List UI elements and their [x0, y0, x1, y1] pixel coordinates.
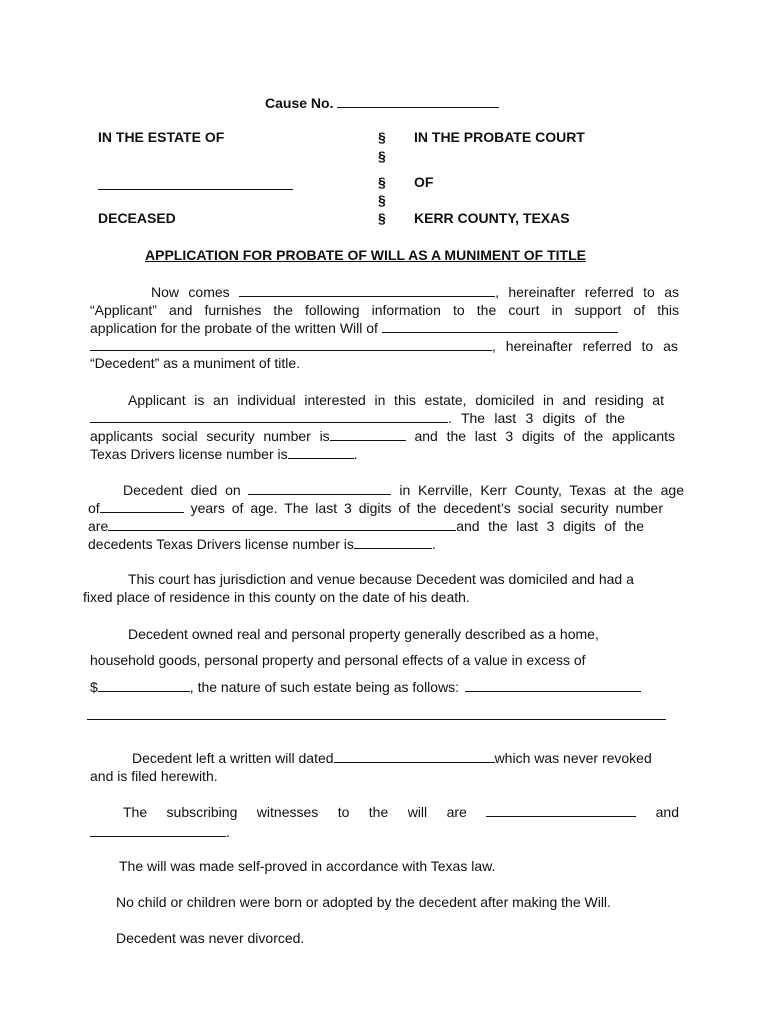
estate-nature-field-cont[interactable]	[87, 719, 666, 720]
section-mark: §	[378, 148, 386, 164]
witness-2-field[interactable]	[90, 824, 226, 837]
p2-line4: Texas Drivers license number is .	[90, 446, 358, 462]
p2-line1: Applicant is an individual interested in this estate, domiciled in and residing at	[128, 392, 664, 408]
decedent-ssn-field[interactable]	[108, 518, 456, 531]
p9-no-children: No child or children were born or adopted by the decedent after making the Will.	[116, 894, 611, 910]
p8-self-proved: The will was made self-proved in accordance with Texas law.	[119, 858, 496, 874]
document-title: APPLICATION FOR PROBATE OF WILL AS A MUNIMENT OF TITLE	[145, 247, 586, 263]
applicant-ssn-field[interactable]	[330, 428, 406, 441]
p1-line5: “Decedent” as a muniment of title.	[90, 355, 301, 371]
p3-line4: decedents Texas Drivers license number is .	[88, 536, 436, 552]
p10-never-divorced: Decedent was never divorced.	[116, 930, 305, 946]
p3-line1: Decedent died on in Kerrville, Kerr County, Texas at the age	[123, 482, 684, 498]
p4-line1: This court has jurisdiction and venue because Decedent was domiciled and had a	[128, 571, 634, 587]
decedent-age-field[interactable]	[100, 500, 184, 513]
p5-line1: Decedent owned real and personal property generally described as a home,	[128, 626, 599, 642]
date-of-death-field[interactable]	[248, 482, 391, 495]
decedent-name-field-cont[interactable]	[90, 338, 492, 351]
section-mark: §	[378, 174, 386, 190]
section-mark: §	[378, 129, 386, 145]
p6-line1: Decedent left a written will dated which was never revoked	[132, 750, 652, 766]
p1-line1: Now comes , hereinafter referred to as	[151, 284, 679, 300]
decedent-license-field[interactable]	[354, 536, 432, 549]
applicant-address-field[interactable]	[90, 410, 448, 423]
witness-1-field[interactable]	[486, 804, 636, 817]
p2-line2: . The last 3 digits of the	[90, 410, 625, 426]
estate-nature-field[interactable]	[465, 679, 641, 692]
estate-name-field[interactable]	[98, 189, 293, 190]
p3-line3: are and the last 3 digits of the	[88, 518, 644, 534]
deceased-label: DECEASED	[98, 210, 176, 226]
applicant-license-field[interactable]	[288, 446, 354, 459]
cause-no-field[interactable]	[337, 95, 499, 108]
section-mark: §	[378, 210, 386, 226]
probate-court-label: IN THE PROBATE COURT	[414, 129, 585, 145]
decedent-name-field[interactable]	[382, 320, 618, 333]
section-mark: §	[378, 192, 386, 208]
cause-no	[265, 95, 499, 111]
county-label: KERR COUNTY, TEXAS	[414, 210, 570, 226]
will-date-field[interactable]	[334, 750, 495, 763]
p7-line2: .	[90, 824, 230, 840]
p4-line2: fixed place of residence in this county on the date of his death.	[83, 589, 470, 605]
p2-line3: applicants social security number is and the last 3 digits of the applicants	[90, 428, 676, 444]
of-label: OF	[414, 174, 434, 190]
p6-line2: and is filed herewith.	[90, 768, 218, 784]
p3-line2: of years of age. The last 3 digits of the decedent’s social security number	[88, 500, 663, 516]
estate-value-field[interactable]	[98, 679, 190, 692]
p1-line4: , hereinafter referred to as	[90, 338, 678, 354]
p5-line2: household goods, personal property and personal effects of a value in excess of	[90, 652, 586, 668]
p1-line3: application for the probate of the written Will of	[90, 320, 618, 336]
applicant-name-field[interactable]	[239, 284, 495, 297]
p5-line3: $ , the nature of such estate being as follows:	[90, 679, 641, 695]
p7-line1: The subscribing witnesses to the will are and	[123, 804, 679, 820]
cause-no-label: Cause No.	[265, 95, 334, 111]
estate-of-label: IN THE ESTATE OF	[98, 129, 225, 145]
p1-line2: “Applicant” and furnishes the following information to the court in support of this	[90, 302, 679, 318]
